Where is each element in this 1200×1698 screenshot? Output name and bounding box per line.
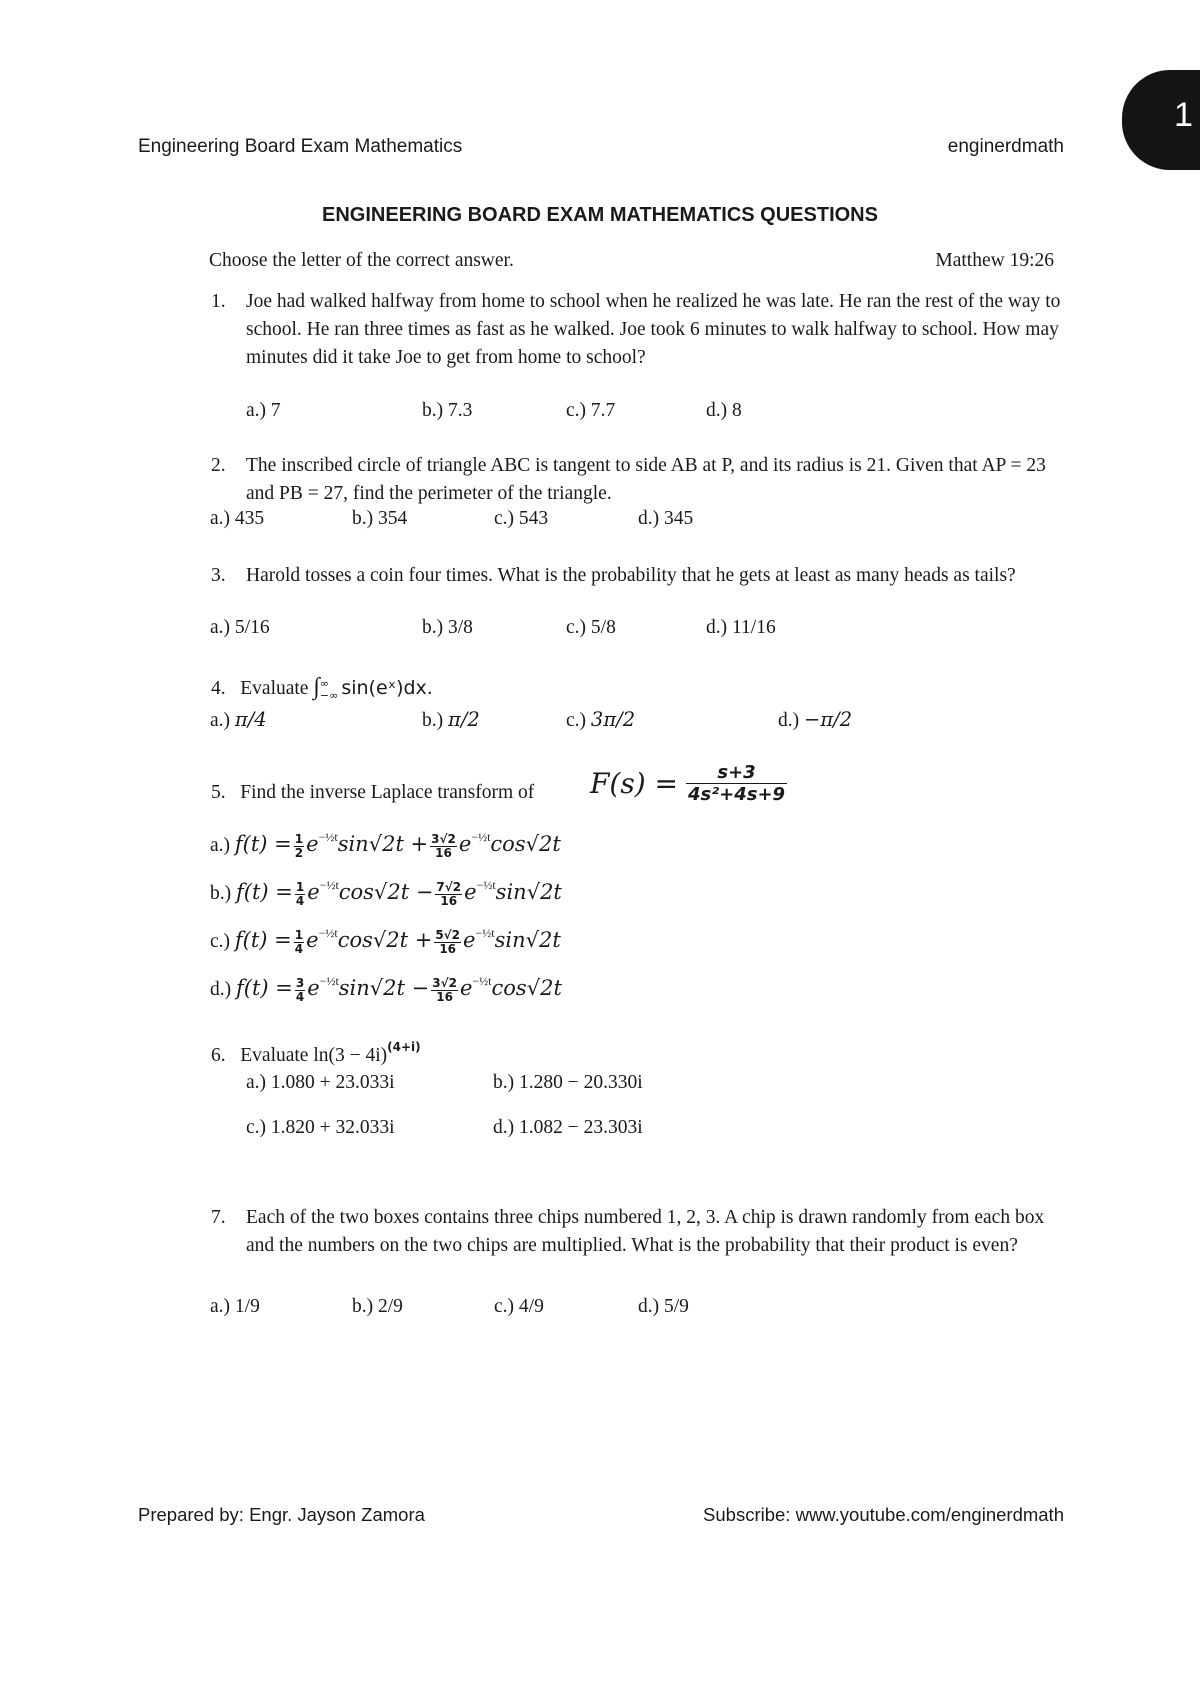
question-text: Evaluate <box>240 678 309 699</box>
term-1: sin√2t − <box>338 976 430 1000</box>
header-right: enginerdmath <box>947 136 1064 157</box>
question-number: 3. <box>211 565 226 586</box>
coefficient-2: $\frac{3√2}{16}$ <box>432 976 457 1005</box>
q1-option-d: d.) 8 <box>706 400 742 421</box>
q2-option-b: b.) 354 <box>352 508 408 529</box>
term-1: sin√2t + <box>337 832 429 856</box>
integrand: sin(eˣ)dx. <box>341 677 433 699</box>
exponent-1: −½t <box>319 974 339 988</box>
q6-option-d: d.) 1.082 − 23.303i <box>493 1117 643 1138</box>
coefficient-2: $\frac{7√2}{16}$ <box>436 880 462 909</box>
q3-option-c: c.) 5/8 <box>566 617 616 638</box>
question-text: Joe had walked halfway from home to school when he realized he was late. He ran the rest of the way to school. He ran three times as fast as he walked. Joe took 6 minutes to walk halfway to school. How may minutes did it take Joe to get from home to school? <box>246 291 1061 368</box>
q3-option-b: b.) 3/8 <box>422 617 473 638</box>
question-number: 2. <box>211 455 226 476</box>
term-1: cos√2t + <box>337 928 433 952</box>
q5-option-c: c.) f(t) = $\frac{1}{4}$ $e^{-\frac{1}{2}t}\cos√2t$ + $\frac{5√2}{16}$ $e^{-\frac{1}{2}t}\sin√2t$ <box>210 926 561 957</box>
question-number: 5. <box>211 782 226 803</box>
coefficient-1: $\frac{3}{4}$ <box>295 976 305 1005</box>
page-number: 1 <box>1174 96 1193 134</box>
footer-subscribe: Subscribe: www.youtube.com/enginerdmath <box>703 1504 1064 1525</box>
integral-upper-limit: ∞ <box>319 676 330 690</box>
header-left: Engineering Board Exam Mathematics <box>138 136 463 157</box>
q4-option-b: b.) π/2 <box>422 708 480 731</box>
laplace-numerator: s+3 <box>686 762 787 784</box>
option-label: c.) <box>210 931 231 952</box>
option-lead: f(t) = <box>234 928 292 952</box>
integral-lower-limit: −∞ <box>319 688 339 702</box>
q3-option-a: a.) 5/16 <box>210 617 270 638</box>
q3-option-d: d.) 11/16 <box>706 617 776 638</box>
q4-option-d: d.) −π/2 <box>778 708 853 731</box>
q4-option-a: a.) π/4 <box>210 708 267 731</box>
q5-option-a: a.) f(t) = $\frac{1}{2}$ $e^{-\frac{1}{2}t}\sin√2t$ + $\frac{3√2}{16}$ $e^{-\frac{1}{2}t}\cos√2t$ <box>210 830 561 861</box>
option-label: a.) <box>210 835 231 856</box>
term-2: cos√2t <box>491 976 562 1000</box>
q7-option-b: b.) 2/9 <box>352 1296 403 1317</box>
q5-option-d: d.) f(t) = $\frac{3}{4}$ $e^{-\frac{1}{2}t}\sin√2t$ − $\frac{3√2}{16}$ $e^{-\frac{1}{2}t}\cos√2t$ <box>210 974 562 1005</box>
laplace-denominator: 4s²+4s+9 <box>688 784 786 805</box>
coefficient-1: $\frac{1}{4}$ <box>294 928 304 957</box>
question-4 <box>211 674 433 702</box>
question-number: 6. <box>211 1045 226 1066</box>
integral-sign: ∫ <box>313 674 320 700</box>
option-lead: f(t) = <box>236 976 293 1000</box>
question-text: Harold tosses a coin four times. What is the probability that he gets at least as many heads as tails? <box>246 565 1016 586</box>
question-5 <box>211 782 534 804</box>
option-label: d.) <box>210 979 232 1000</box>
option-label: b.) <box>210 883 232 904</box>
term-2: sin√2t <box>495 880 562 904</box>
question-text: Evaluate ln(3 − 4i) <box>240 1045 388 1066</box>
coefficient-2: $\frac{5√2}{16}$ <box>435 928 461 957</box>
q6-option-a: a.) 1.080 + 23.033i <box>246 1072 395 1093</box>
verse: Matthew 19:26 <box>935 250 1054 271</box>
exponent-2: −½t <box>471 830 491 844</box>
q4-option-c: c.) 3π/2 <box>566 708 636 731</box>
question-number: 4. <box>211 678 226 699</box>
question-number: 7. <box>211 1207 226 1228</box>
laplace-expression <box>590 762 787 805</box>
footer-author: Prepared by: Engr. Jayson Zamora <box>138 1504 425 1525</box>
coefficient-1: $\frac{1}{4}$ <box>295 880 305 909</box>
question-text: Each of the two boxes contains three chips numbered 1, 2, 3. A chip is drawn randomly from each box and the numbers on the two chips are multiplied. What is the probability that their product is even? <box>246 1207 1045 1256</box>
q7-option-c: c.) 4/9 <box>494 1296 544 1317</box>
q1-option-c: c.) 7.7 <box>566 400 616 421</box>
exponent-1: −½t <box>319 878 339 892</box>
exponent-2: −½t <box>472 974 492 988</box>
q5-option-b: b.) f(t) = $\frac{1}{4}$ $e^{-\frac{1}{2}t}\cos√2t$ − $\frac{7√2}{16}$ $e^{-\frac{1}{2}t}\sin√2t$ <box>210 878 562 909</box>
coefficient-1: $\frac{1}{2}$ <box>294 832 304 861</box>
term-1: cos√2t − <box>338 880 434 904</box>
term-2: sin√2t <box>494 928 561 952</box>
q6-option-c: c.) 1.820 + 32.033i <box>246 1117 395 1138</box>
exponent-2: −½t <box>475 926 495 940</box>
instruction: Choose the letter of the correct answer. <box>209 250 514 271</box>
page-title: ENGINEERING BOARD EXAM MATHEMATICS QUESTIONS <box>322 204 878 226</box>
exponent-1: −½t <box>318 926 338 940</box>
laplace-lhs: F(s) = <box>590 767 679 800</box>
exponent-1: −½t <box>318 830 338 844</box>
term-2: cos√2t <box>490 832 561 856</box>
q1-option-b: b.) 7.3 <box>422 400 473 421</box>
question-exponent: (4+i) <box>387 1040 421 1054</box>
exponent-2: −½t <box>476 878 496 892</box>
question-text: The inscribed circle of triangle ABC is tangent to side AB at P, and its radius is 21. Given that AP = 23 and PB = 27, find the perimeter of the triangle. <box>246 455 1046 504</box>
coefficient-2: $\frac{3√2}{16}$ <box>431 832 456 861</box>
question-text: Find the inverse Laplace transform of <box>240 782 535 803</box>
question-number: 1. <box>211 291 226 312</box>
q1-option-a: a.) 7 <box>246 400 281 421</box>
option-lead: f(t) = <box>236 880 293 904</box>
q7-option-a: a.) 1/9 <box>210 1296 260 1317</box>
q2-option-a: a.) 435 <box>210 508 265 529</box>
question-6 <box>211 1040 421 1067</box>
q7-option-d: d.) 5/9 <box>638 1296 689 1317</box>
q2-option-c: c.) 543 <box>494 508 549 529</box>
q6-option-b: b.) 1.280 − 20.330i <box>493 1072 643 1093</box>
page-number-tab <box>1122 70 1200 170</box>
option-lead: f(t) = <box>234 832 292 856</box>
q2-option-d: d.) 345 <box>638 508 694 529</box>
